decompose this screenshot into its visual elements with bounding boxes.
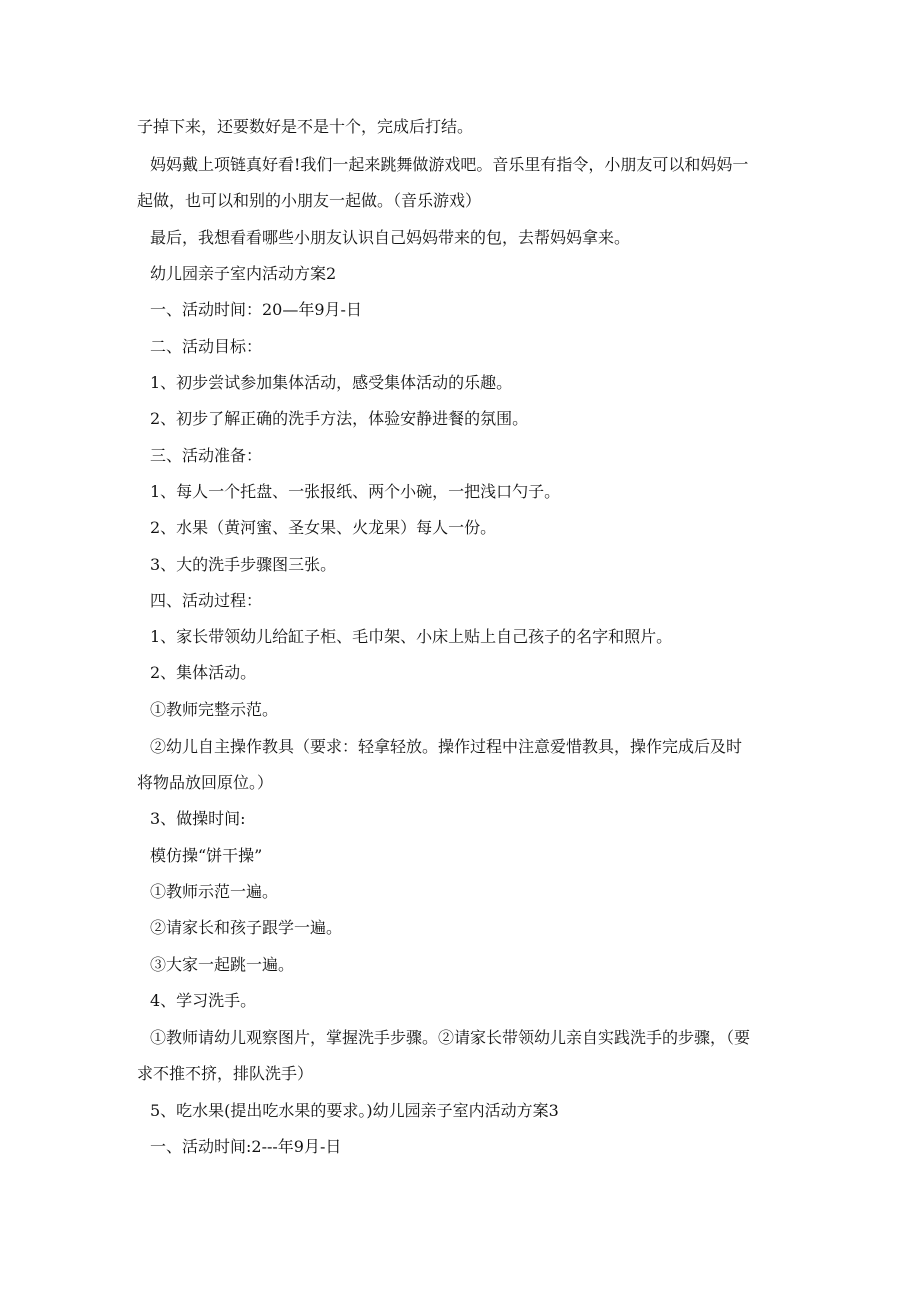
paragraph-line: ②请家长和孩子跟学一遍。	[150, 918, 343, 937]
paragraph-line: 最后，我想看看哪些小朋友认识自己妈妈带来的包，去帮妈妈拿来。	[150, 228, 631, 247]
paragraph-line: 1、初步尝试参加集体活动，感受集体活动的乐趣。	[150, 373, 513, 392]
paragraph-line: 2、初步了解正确的洗手方法，体验安静进餐的氛围。	[150, 409, 529, 428]
paragraph-line: 2、水果（黄河蜜、圣女果、火龙果）每人一份。	[150, 518, 497, 537]
paragraph-line: 5、吃水果(提出吃水果的要求。)幼儿园亲子室内活动方案3	[150, 1101, 559, 1120]
paragraph-line: ①教师示范一遍。	[150, 882, 279, 901]
paragraph-line: 模仿操“饼干操”	[150, 846, 263, 865]
paragraph-line: 一、活动时间：20—年9月-日	[150, 300, 362, 319]
paragraph-line: 1、家长带领幼儿给缸子柜、毛巾架、小床上贴上自己孩子的名字和照片。	[150, 627, 673, 646]
paragraph-line: 一、活动时间:2---年9月-日	[150, 1137, 342, 1156]
paragraph-line: 三、活动准备：	[150, 446, 263, 465]
paragraph-line: 1、每人一个托盘、一张报纸、两个小碗，一把浅口勺子。	[150, 482, 561, 501]
paragraph-line: 求不推不挤，排队洗手）	[137, 1064, 314, 1083]
paragraph-line: ②幼儿自主操作教具（要求：轻拿轻放。操作过程中注意爱惜教具，操作完成后及时	[150, 737, 743, 756]
paragraph-line: 子掉下来，还要数好是不是十个，完成后打结。	[137, 117, 474, 136]
section-heading: 幼儿园亲子室内活动方案2	[150, 264, 337, 283]
paragraph-line: ①教师请幼儿观察图片，掌握洗手步骤。②请家长带领幼儿亲自实践洗手的步骤，（要	[150, 1028, 751, 1047]
paragraph-line: 2、集体活动。	[150, 663, 257, 682]
paragraph-line: 妈妈戴上项链真好看!我们一起来跳舞做游戏吧。音乐里有指令，小朋友可以和妈妈一	[150, 155, 749, 174]
paragraph-line: 起做，也可以和别的小朋友一起做。（音乐游戏）	[137, 191, 482, 210]
paragraph-line: 4、学习洗手。	[150, 991, 257, 1010]
paragraph-line: 二、活动目标：	[150, 337, 263, 356]
paragraph-line: 四、活动过程：	[150, 591, 263, 610]
paragraph-line: ①教师完整示范。	[150, 700, 279, 719]
paragraph-line: ③大家一起跳一遍。	[150, 955, 295, 974]
paragraph-line: 3、大的洗手步骤图三张。	[150, 555, 337, 574]
paragraph-line: 3、做操时间:	[150, 809, 246, 828]
paragraph-line: 将物品放回原位。）	[137, 773, 274, 792]
